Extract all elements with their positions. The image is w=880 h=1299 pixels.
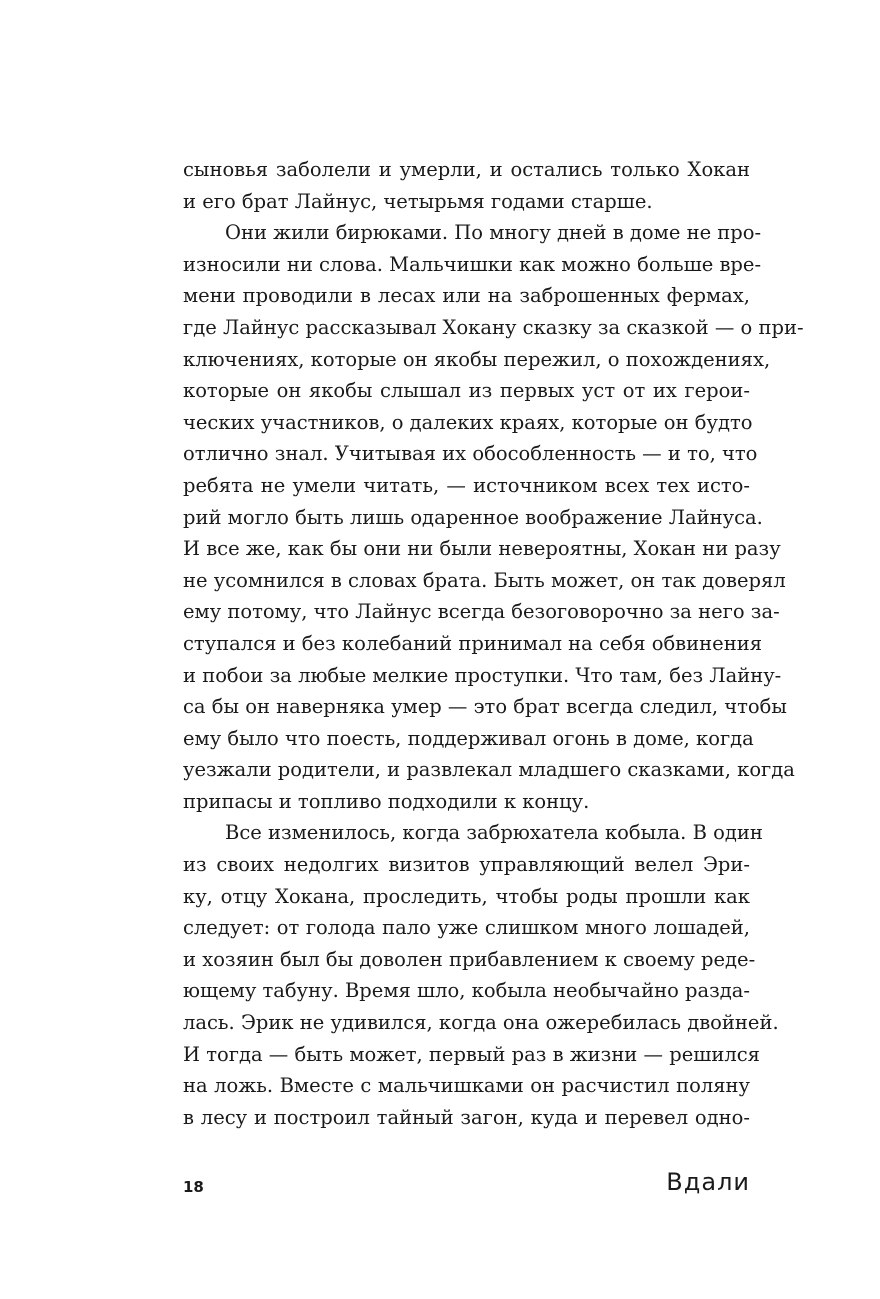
text-line: ку, отцу Хокана, проследить, чтобы роды прошли как [183,884,750,908]
text-line: И тогда — быть может, первый раз в жизни — решился [183,1042,760,1066]
text-line: не усомнился в словах брата. Быть может, он так доверял [183,568,786,592]
text-line: в лесу и построил тайный загон, куда и перевел одно- [183,1105,750,1129]
text-line: и хозяин был бы доволен прибавлением к своему реде- [183,947,756,971]
text-line: И все же, как бы они ни были невероятны, Хокан ни разу [183,537,781,561]
text-line: и его брат Лайнус, четырьмя годами старше. [183,189,653,213]
text-line: износили ни слова. Мальчишки как можно больше вре- [183,252,762,276]
page-number: 18 [183,1178,204,1196]
text-line: ему потому, что Лайнус всегда безоговорочно за него за- [183,600,780,624]
text-line: ступался и без колебаний принимал на себя обвинения [183,631,762,655]
text-line: уезжали родители, и развлекал младшего сказками, когда [183,758,795,782]
text-line: мени проводили в лесах или на заброшенных фермах, [183,284,750,308]
body-text [183,154,804,1133]
text-line: ческих участников, о далеких краях, которые он будто [183,410,753,434]
text-line: отлично знал. Учитывая их обособленность — и то, что [183,442,758,466]
text-line: ключениях, которые он якобы пережил, о похождениях, [183,347,771,371]
text-line: где Лайнус рассказывал Хокану сказку за сказкой — о при- [183,315,804,339]
text-line: которые он якобы слышал из первых уст от их герои- [183,379,750,403]
text-line: ребята не умели читать, — источником всех тех исто- [183,473,750,497]
text-line: следует: от голода пало уже слишком много лошадей, [183,916,750,940]
text-line: рий могло быть лишь одаренное воображение Лайнуса. [183,505,763,529]
text-line: припасы и топливо подходили к концу. [183,789,590,813]
text-line: Все изменилось, когда забрюхатела кобыла. В один [225,821,763,845]
text-line: и побои за любые мелкие проступки. Что там, без Лайну- [183,663,782,687]
running-title: Вдали [666,1168,750,1196]
text-line: сыновья заболели и умерли, и остались только Хокан [183,158,750,181]
text-line: ющему табуну. Время шло, кобыла необычайно разда- [183,979,751,1003]
text-line: Они жили бирюками. По многу дней в доме не про- [225,221,762,245]
text-line: ему было что поесть, поддерживал огонь в доме, когда [183,726,754,750]
text-line: лась. Эрик не удивился, когда она ожеребилась двойней. [183,1011,779,1035]
text-line: из своих недолгих визитов управляющий велел Эри- [183,853,750,877]
text-line: са бы он наверняка умер — это брат всегда следил, чтобы [183,695,787,719]
text-line: на ложь. Вместе с мальчишками он расчистил поляну [183,1074,750,1098]
